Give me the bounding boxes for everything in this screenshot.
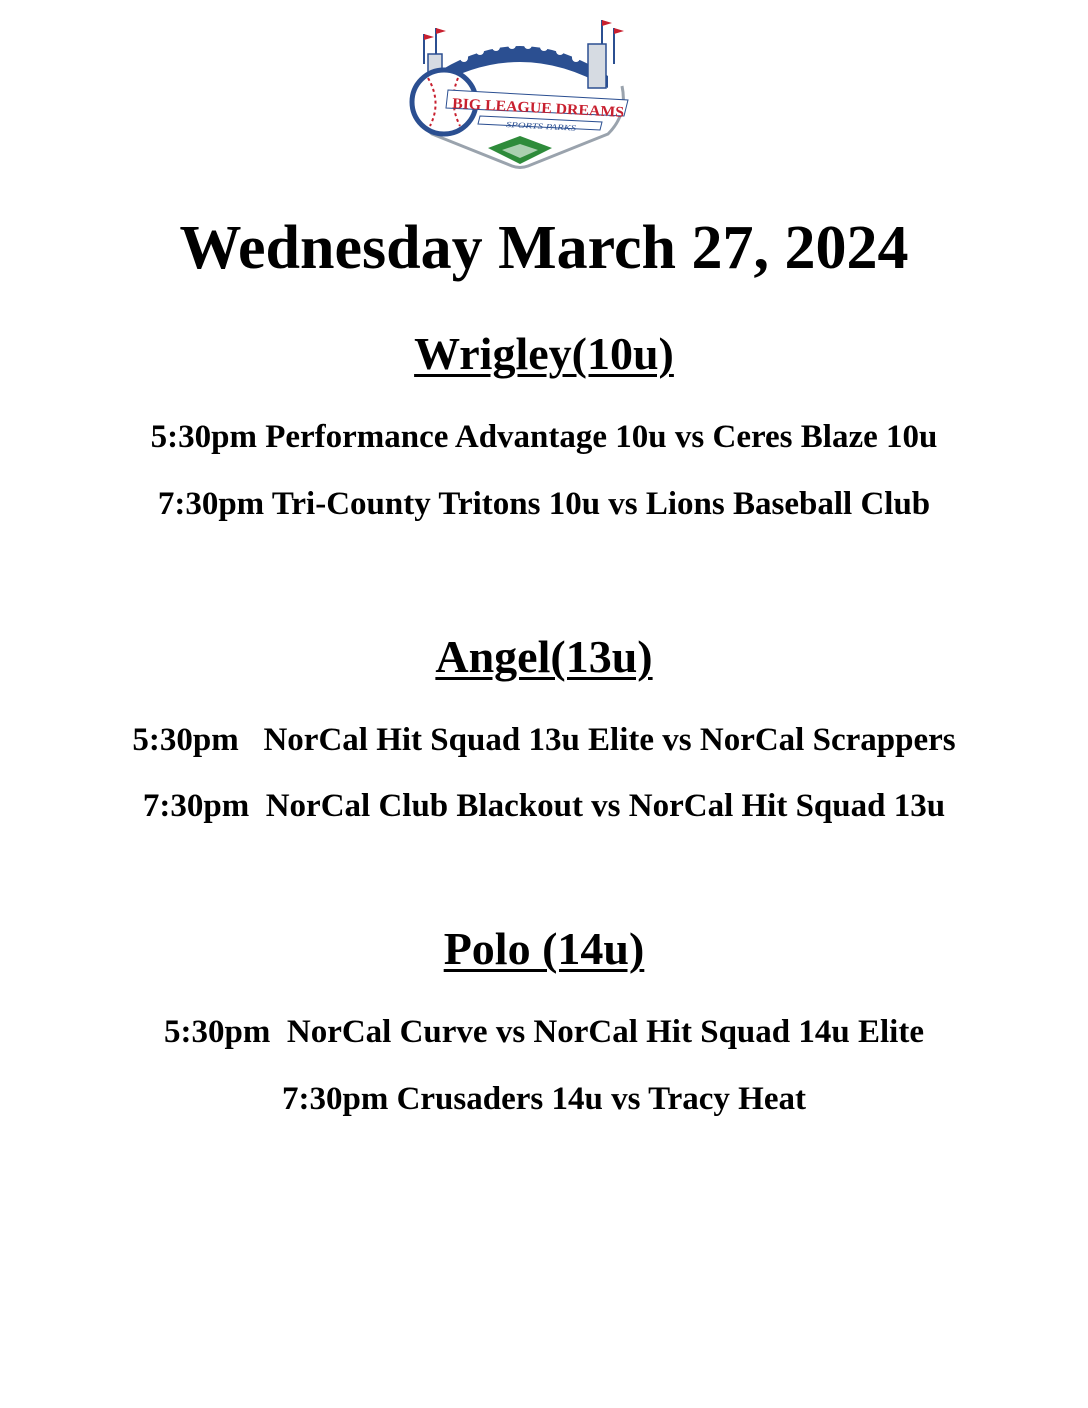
big-league-dreams-logo [402,14,638,174]
game-line: 7:30pm Tri-County Tritons 10u vs Lions Baseball Club [157,486,931,522]
field-heading-angel: Angel(13u) [435,631,653,682]
date-title: Wednesday March 27, 2024 [179,214,909,282]
field-heading-wrigley: Wrigley(10u) [414,328,674,379]
game-line: 5:30pm Performance Advantage 10u vs Ceres Blaze 10u [150,419,938,455]
game-line: 5:30pm NorCal Curve vs NorCal Hit Squad 14u Elite [164,1014,924,1050]
game-line: 7:30pm Crusaders 14u vs Tracy Heat [281,1081,806,1117]
logo-name: BIG LEAGUE DREAMS [451,96,616,121]
field-heading-polo: Polo (14u) [443,923,645,974]
game-line: 7:30pm NorCal Club Blackout vs NorCal Hit Squad 13u [142,788,946,824]
logo-tagline: SPORTS PARKS [505,120,560,132]
game-line: 5:30pm NorCal Hit Squad 13u Elite vs NorCal Scrappers [132,722,956,758]
